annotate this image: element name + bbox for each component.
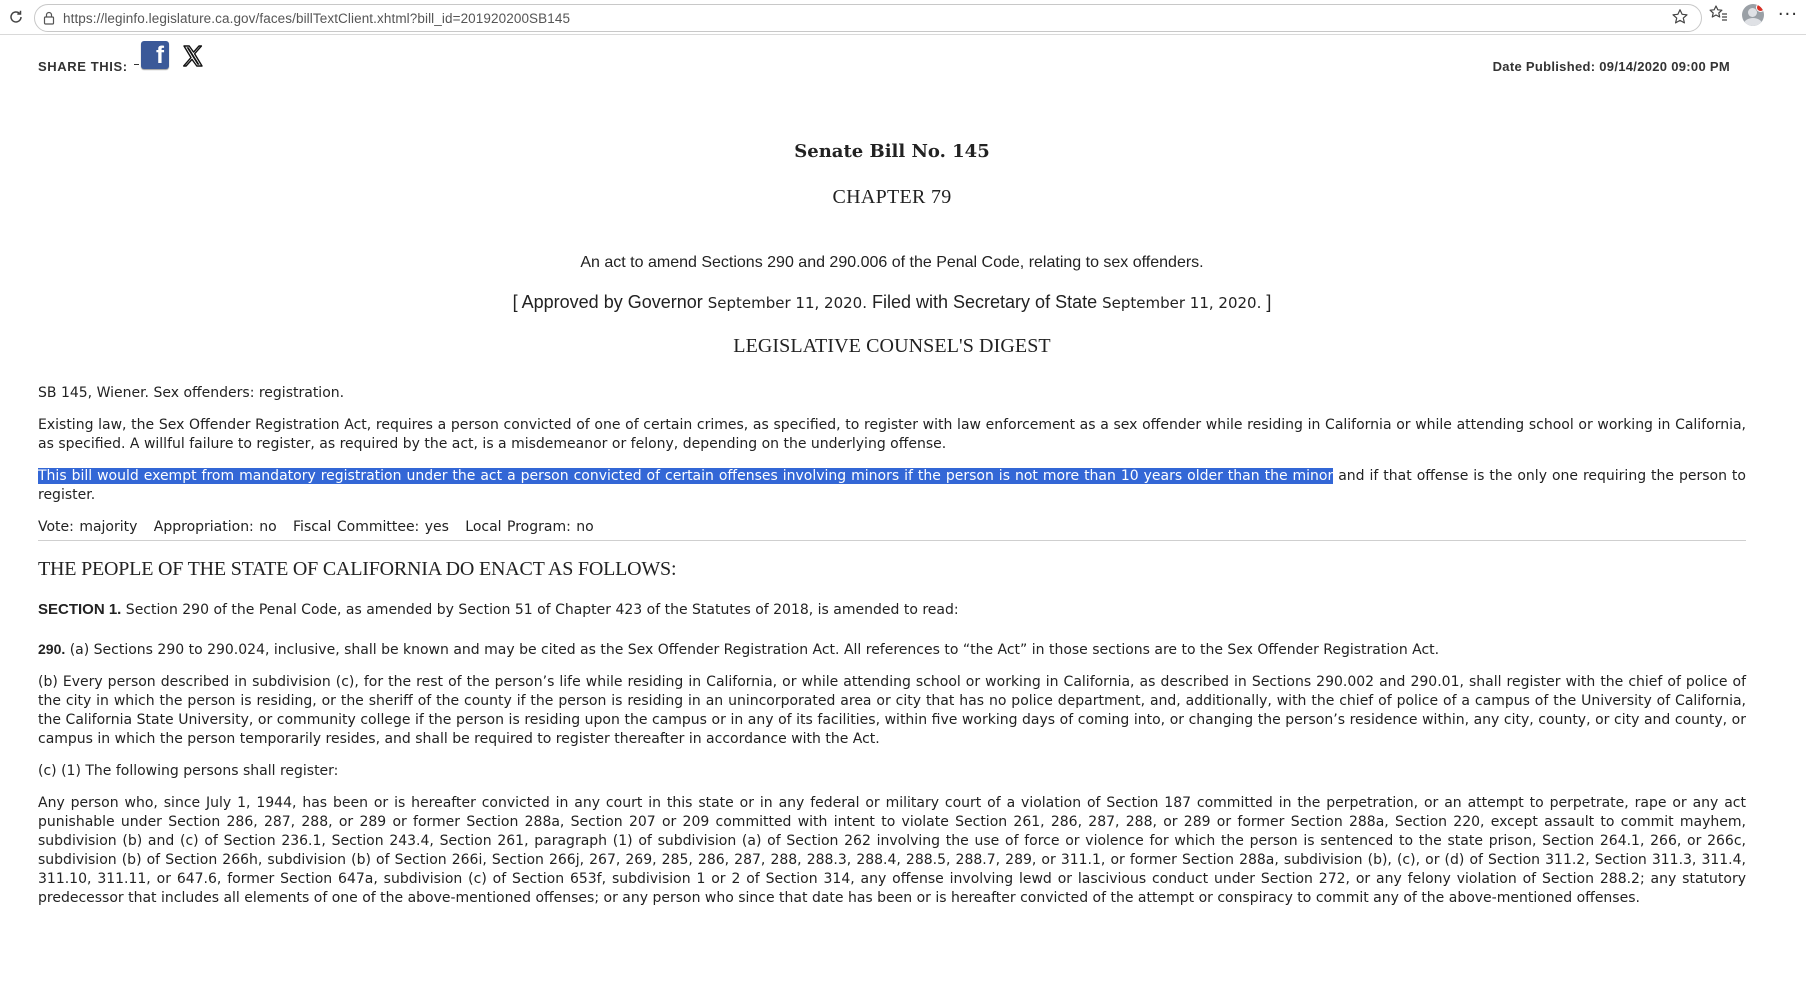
section-1	[38, 600, 1746, 620]
section-1-label: SECTION 1.	[38, 601, 122, 618]
section-290-a-text: (a) Sections 290 to 290.024, inclusive, shall be known and may be cited as the Sex Offender Registration Act. All references to “the Act” in those sections are to the Sex Offender Registration Act.	[65, 642, 1440, 658]
approval-line	[38, 292, 1746, 313]
lock-icon[interactable]	[43, 11, 57, 25]
share-bar	[38, 35, 1746, 91]
url-text[interactable]: https://leginfo.legislature.ca.gov/faces/billTextClient.xhtml?bill_id=201920200SB145	[63, 10, 571, 26]
section-1-text: Section 290 of the Penal Code, as amended by Section 51 of Chapter 423 of the Statutes of 2018, is amended to read:	[121, 602, 959, 618]
filed-date: September 11, 2020.	[1102, 294, 1262, 312]
page-viewport	[0, 35, 1806, 992]
digest-heading: LEGISLATIVE COUNSEL'S DIGEST	[733, 335, 1051, 357]
approved-label: Approved by Governor	[521, 292, 708, 312]
chapter-heading: CHAPTER 79	[832, 186, 952, 208]
x-icon[interactable]	[181, 44, 205, 68]
section-290-label: 290.	[38, 641, 66, 657]
address-bar[interactable]	[34, 4, 1702, 32]
browser-toolbar	[0, 0, 1806, 35]
share-label: SHARE THIS:	[38, 59, 128, 74]
profile-avatar[interactable]	[1742, 4, 1764, 26]
existing-law-paragraph: Existing law, the Sex Offender Registration Act, requires a person convicted of one of certain crimes, as specified, to register with law enforcement as a sex offender while residing in California or while attending school or working in California, as specified. A willful failure to register, as required by the act, is a misdemeanor or felony, depending on the underlying offense.	[38, 417, 1746, 452]
this-bill-paragraph	[38, 467, 1746, 505]
selected-text[interactable]: This bill would exempt from mandatory registration under the act a person convicted of certain offenses involving minors if the person is not more than 10 years older than the minor	[38, 468, 1334, 484]
more-menu-icon[interactable]: ···	[1777, 4, 1798, 25]
facebook-icon[interactable]: f	[141, 41, 169, 69]
approval-open-bracket: [	[512, 292, 522, 312]
approved-date: September 11, 2020.	[707, 294, 867, 312]
section-290-b: (b) Every person described in subdivision (c), for the rest of the person’s life while residing in California, or while attending school or working in California, as described in Sections 290.002 and 290.01, shall register with the chief of police of the city in which the person is residing, or the sheriff of the county if the person is residing in an unincorporated area or city that has no police department, and, additionally, with the chief of police of a campus of the University of California, the California State University, or community college if the person is residing upon the campus or in any of its facilities, within five working days of coming into, or changing the person’s residence within, any city, county, or city and county, or campus in which the person temporarily resides, and shall be required to register thereafter in accordance with the Act.	[38, 674, 1746, 747]
section-290-a	[38, 640, 1746, 660]
filed-label: Filed with Secretary of State	[867, 292, 1103, 312]
share-link-underline	[134, 64, 139, 65]
act-title: An act to amend Sections 290 and 290.006 of the Penal Code, relating to sex offenders.	[580, 254, 1204, 271]
digest-title: SB 145, Wiener. Sex offenders: registration.	[38, 385, 345, 401]
bill-content	[38, 35, 1746, 908]
bill-number: Senate Bill No. 145	[794, 141, 990, 162]
enact-heading: THE PEOPLE OF THE STATE OF CALIFORNIA DO ENACT AS FOLLOWS:	[38, 558, 677, 580]
date-published: Date Published: 09/14/2020 09:00 PM	[1492, 59, 1730, 74]
this-bill-rest: and if that offense is the only one requiring the person to register.	[38, 468, 1746, 503]
reload-icon[interactable]	[6, 7, 26, 27]
star-icon[interactable]	[1671, 8, 1689, 30]
section-290-any-person: Any person who, since July 1, 1944, has been or is hereafter convicted in any court in this state or in any federal or military court of a violation of Section 187 committed in the perpetration, or an attempt to perpetrate, rape or any act punishable under Section 286, 287, 288, or 289 or former Section 288a, Section 207 or 209 committed with intent to violate Section 261, 286, 287, 288, or 289 or former Section 288a, Section 220, except assault to commit mayhem, subdivision (b) and (c) of Section 236.1, Section 243.4, Section 261, paragraph (1) of subdivision (a) of Section 262 involving the use of force or violence for which the person is sentenced to the state prison, Section 264.1, 266, or 266c, subdivision (b) of Section 266h, subdivision (b) of Section 266i, Section 266j, 267, 269, 285, 286, 287, 288, 288.3, 288.4, 288.5, 288.7, 289, or 311.1, or former Section 288a, subdivision (b), (c), or (d) of Section 311.2, Section 311.3, 311.4, 311.10, 311.11, or 647.6, former Section 647a, subdivision (c) of Section 653f, subdivision 1 or 2 of Section 314, any offense involving lewd or lascivious conduct under Section 272, or any felony violation of Section 288.2; any statutory predecessor that includes all elements of one of the above-mentioned offenses; or any person who since that date has been or is hereafter convicted of the attempt or conspiracy to commit any of the above-mentioned offenses.	[38, 795, 1746, 906]
vote-line: Vote: majority Appropriation: no Fiscal Committee: yes Local Program: no	[38, 518, 1746, 541]
favorites-icon[interactable]	[1708, 4, 1728, 26]
notification-dot	[1756, 4, 1764, 12]
section-290-c1: (c) (1) The following persons shall register:	[38, 763, 339, 779]
approval-close-bracket: ]	[1261, 292, 1272, 312]
